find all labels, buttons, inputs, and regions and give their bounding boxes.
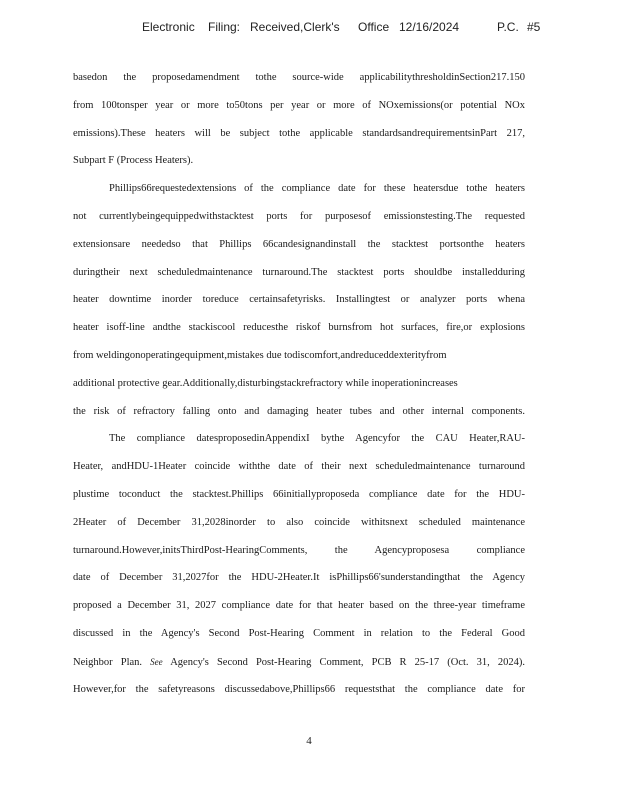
- paragraph-3: [73, 432, 525, 710]
- text-line: heater isoff-line andthe stackiscool reducesthe riskof burnsfrom hot surfaces, fire,or explosions: [73, 322, 525, 334]
- text-line: The compliance datesproposedinAppendixI bythe Agencyfor the CAU Heater,RAU-: [109, 433, 525, 445]
- citation-lead: Neighbor Plan.: [73, 656, 143, 668]
- header-pc: P.C.: [497, 20, 519, 34]
- text-line: However,for the safetyreasons discussedabove,Phillips66 requeststhat the compliance date for: [73, 683, 525, 695]
- page-number: 4: [306, 735, 312, 747]
- header-received: Received,Clerk's: [250, 20, 340, 34]
- text-line: date of December 31,2027for the HDU-2Heater.It isPhillips66'sunderstandingthat the Agency: [73, 572, 525, 584]
- text-line: heater downtime inorder toreduce certainsafetyrisks. Installingtest or analyzer ports whena: [73, 294, 525, 306]
- citation-text: Agency's Second Post-Hearing Comment, PCB R 25-17 (Oct. 31, 2024).: [170, 656, 525, 668]
- document-body: [73, 71, 525, 710]
- text-line: duringtheir next scheduledmaintenance turnaround.The stacktest ports shouldbe installedduring: [73, 266, 525, 278]
- filing-header: [0, 20, 618, 38]
- text-line: additional protective gear.Additionally,disturbingstackrefractory while inoperationincreases: [73, 377, 458, 389]
- text-line: Heater, andHDU-1Heater coincide withthe date of their next scheduledmaintenance turnaround: [73, 461, 525, 473]
- text-line: discussed in the Agency's Second Post-Hearing Comment in relation to the Federal Good: [73, 627, 525, 639]
- header-electronic: Electronic: [142, 20, 195, 34]
- text-line: emissions).These heaters will be subject tothe applicable standardsandrequirementsinPart 217,: [73, 127, 525, 139]
- text-line: basedon the proposedamendment tothe source-wide applicabilitythresholdinSection217.150: [73, 72, 525, 83]
- header-filing: Filing:: [208, 20, 241, 34]
- text-line: turnaround.However,initsThirdPost-HearingComments, the Agencyproposesa compliance: [73, 544, 525, 556]
- paragraph-1: [73, 71, 525, 182]
- text-line-citation: [73, 655, 525, 683]
- text-line: the risk of refractory falling onto and damaging heater tubes and other internal components.: [73, 405, 525, 417]
- header-pc-number: #5: [527, 20, 541, 34]
- text-line: Subpart F (Process Heaters).: [73, 155, 194, 167]
- text-line: not currentlybeingequippedwithstacktest ports for purposesof emissionstesting.The requested: [73, 210, 525, 222]
- header-date: 12/16/2024: [399, 20, 460, 34]
- header-office: Office: [358, 20, 390, 34]
- text-line: extensionsare neededso that Phillips 66candesignandinstall the stacktest portsonthe heaters: [73, 238, 525, 250]
- text-line: from weldingonoperatingequipment,mistakes due todiscomfort,andreduceddexterityfrom: [73, 349, 447, 361]
- text-line: proposed a December 31, 2027 compliance date for that heater based on the three-year timeframe: [73, 600, 525, 612]
- text-line: 2Heater of December 31,2028inorder to also coincide withitsnext scheduled maintenance: [73, 516, 525, 528]
- text-line: Phillips66requestedextensions of the compliance date for these heatersdue tothe heaters: [109, 183, 525, 195]
- see-signal: See: [150, 656, 163, 667]
- paragraph-2: [73, 182, 525, 432]
- text-line: from 100tonsper year or more to50tons per year or more of NOxemissions(or potential NOx: [73, 99, 525, 111]
- text-line: plustime toconduct the stacktest.Phillips 66initiallyproposeda compliance date for the HDU-: [73, 488, 525, 500]
